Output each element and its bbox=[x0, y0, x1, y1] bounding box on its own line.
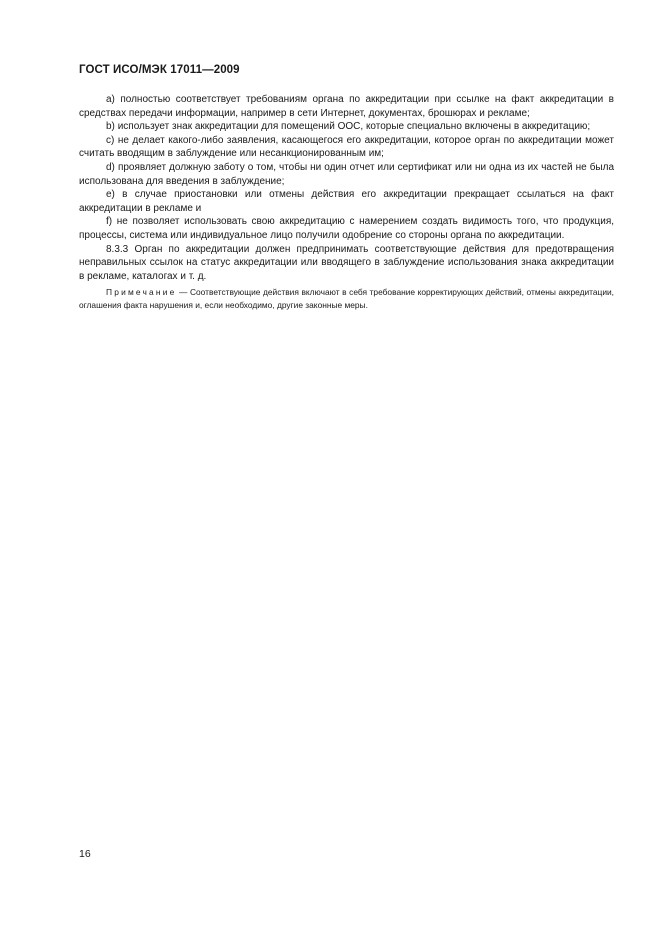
clause-number: 8.3.3 bbox=[106, 243, 129, 255]
item-text: проявляет должную заботу о том, чтобы ни один отчет или сертификат или ни одна из их частей не была использована для введения в заблуждение; bbox=[79, 161, 615, 187]
item-text: в случае приостановки или отмены действия его аккредитации прекращает ссылаться на факт аккредитации в рекламе и bbox=[79, 189, 615, 214]
item-marker: a) bbox=[106, 94, 115, 105]
item-text: не делает какого-либо заявления, касающегося его аккредитации, которое орган по аккредитации может считать вводящим в заблуждение или несанкционированным им; bbox=[79, 134, 614, 160]
item-marker: c) bbox=[106, 134, 115, 146]
document-header: ГОСТ ИСО/МЭК 17011—2009 bbox=[79, 64, 240, 76]
list-item-e bbox=[79, 188, 614, 215]
note-label: Примечание bbox=[106, 287, 177, 298]
item-marker: f) bbox=[106, 216, 113, 228]
item-marker: d) bbox=[106, 161, 115, 173]
item-marker: e) bbox=[106, 189, 115, 201]
clause-text: Орган по аккредитации должен предпринимать соответствующие действия для предотвращения неправильных ссылок на статус аккредитации или вводящего в заблуждение использования знака аккредитации в рекламе, каталогах и т. д. bbox=[79, 243, 615, 282]
list-item-f bbox=[79, 215, 614, 242]
list-item-a bbox=[79, 93, 614, 120]
page-number: 16 bbox=[79, 848, 91, 860]
item-text: полностью соответствует требованиям органа по аккредитации при ссылке на факт аккредитации в средствах передачи информации, например в сети Интернет, документах, брошюрах и рекламе; bbox=[79, 94, 614, 119]
clause-8-3-3 bbox=[79, 243, 614, 284]
item-text: не позволяет использовать свою аккредитацию с намерением создать видимость того, что продукция, процессы, система или индивидуальное лицо получили одобрение со стороны органа по аккредитации. bbox=[79, 216, 615, 241]
note-text: — Соответствующие действия включают в себя требование корректирующих действий, отмены аккредитации, оглашения факта нарушения и, если необходимо, другие законные меры. bbox=[79, 287, 615, 310]
list-item-b bbox=[79, 120, 614, 134]
item-marker: b) bbox=[106, 121, 115, 133]
note-block bbox=[79, 286, 614, 311]
list-item-c bbox=[79, 134, 614, 161]
item-text: использует знак аккредитации для помещений ООС, которые специально включены в аккредитацию; bbox=[117, 121, 591, 133]
document-body bbox=[79, 93, 614, 311]
list-item-d bbox=[79, 161, 614, 188]
